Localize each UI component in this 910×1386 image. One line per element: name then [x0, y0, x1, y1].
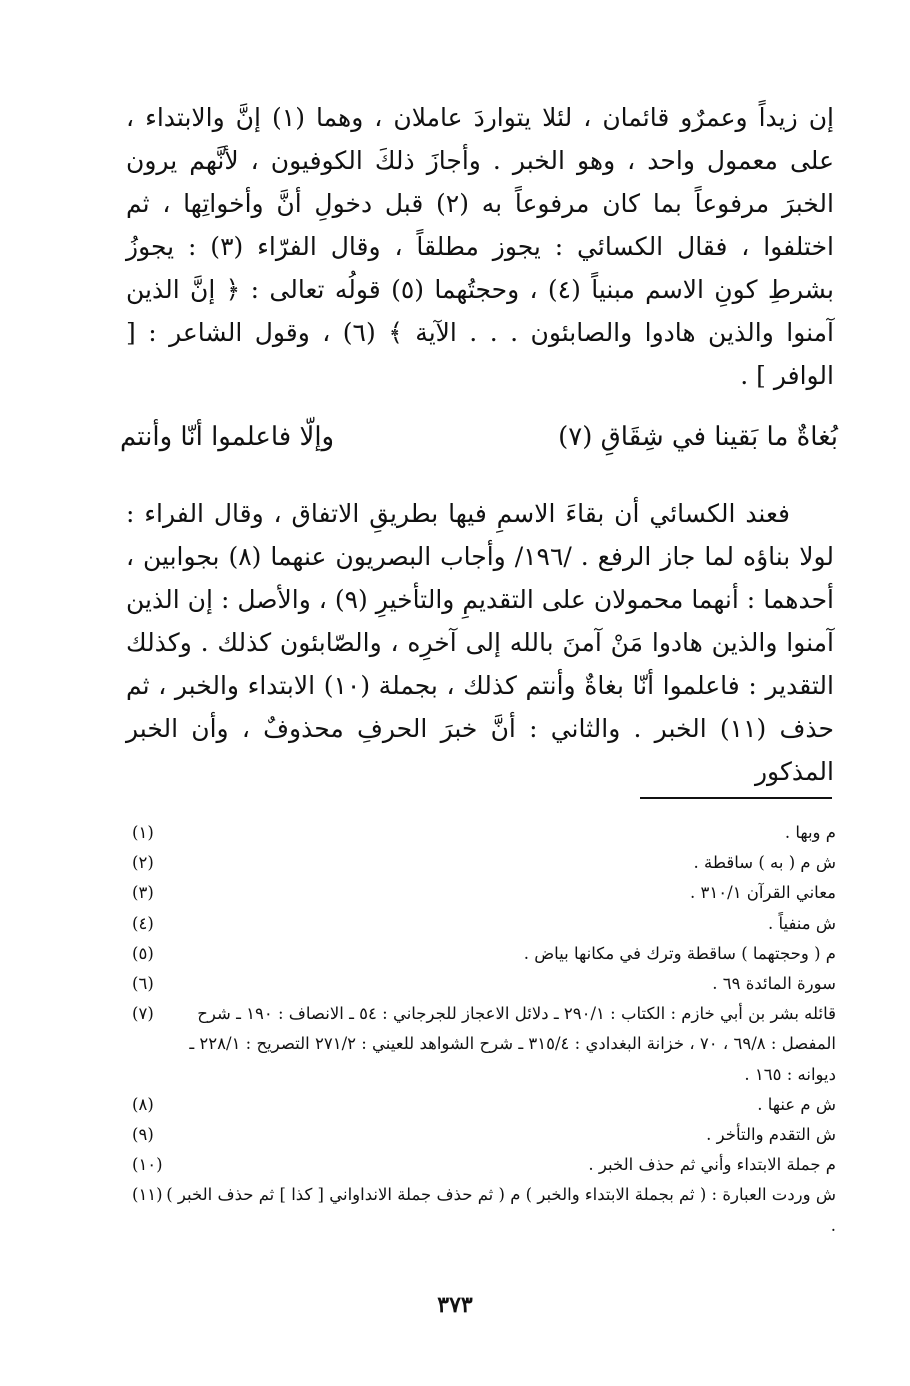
footnote-item	[126, 878, 836, 908]
footnote-text: ش م عنها .	[757, 1094, 836, 1114]
footnotes	[126, 818, 836, 1241]
footnote-item	[126, 818, 836, 848]
main-text-block	[126, 96, 834, 397]
footnote-text: ش منفياً .	[767, 913, 836, 933]
page-number: ٣٧٣	[437, 1292, 473, 1318]
verse-first-hemistich: وإلّا فاعلموا أنّا وأنتم	[120, 422, 335, 452]
main-text-block-2	[126, 492, 834, 793]
paragraph-2: فعند الكسائي أن بقاءَ الاسمِ فيها بطريقِ الاتفاق ، وقال الفراء : لولا بناؤه لما جاز الرفع . /١٩٦/ وأجاب البصريون عنهما (٨) بجوابين ، أحدهما : أنهما محمولان على التقديمِ والتأخيرِ (٩) ، والأصل : إن الذين آمنوا والذين هادوا مَنْ آمنَ بالله إلى آخرِه ، والصّابئون كذلك . وكذلك التقدير : فاعلموا أنّا بغاةٌ وأنتم كذلك ، بجملة (١٠) الابتداء والخبر ، ثم حذف (١١) الخبر . والثاني : أنَّ خبرَ الحرفِ محذوفٌ ، وأن الخبر المذكور	[126, 499, 834, 786]
footnote-item	[126, 1090, 836, 1120]
footnote-number: (٤)	[132, 913, 154, 933]
footnote-item	[126, 1180, 836, 1240]
footnote-text: معاني القرآن ٣١٠/١ .	[690, 883, 836, 903]
footnote-text: سورة المائدة ٦٩ .	[712, 974, 836, 994]
footnote-number: (٦)	[132, 974, 154, 994]
footnote-item	[126, 1150, 836, 1180]
footnote-item	[126, 1120, 836, 1150]
paragraph-1: إن زيداً وعمرٌو قائمان ، لئلا يتواردَ عاملان ، وهما (١) إنَّ والابتداء ، على معمول واحد ، وهو الخبر . وأجازَ ذلكَ الكوفيون ، لأنَّهم يرون الخبرَ مرفوعاً بما كان مرفوعاً به (٢) قبل دخولِ أنَّ وأخواتِها ، ثم اختلفوا ، فقال الكسائي : يجوز مطلقاً ، وقال الفرّاء (٣) : يجوزُ بشرطِ كونِ الاسم مبنياً (٤) ، وحجتُهما (٥) قولُه تعالى : ﴿ إنَّ الذين آمنوا والذين هادوا والصابئون . . . الآية ﴾ (٦) ، وقول الشاعر : [ الوافر ] .	[126, 103, 835, 390]
footnote-number: (١٠)	[132, 1155, 163, 1175]
footnote-text: م جملة الابتداء وأني ثم حذف الخبر .	[588, 1155, 836, 1175]
footnote-number: (٥)	[132, 943, 154, 963]
footnote-item	[126, 848, 836, 878]
footnote-number: (٣)	[132, 883, 154, 903]
footnote-number: (٧)	[132, 1004, 154, 1024]
footnote-number: (٩)	[132, 1125, 154, 1145]
footnote-text: م وبها .	[784, 823, 836, 842]
footnote-text: ش م ( به ) ساقطة .	[693, 853, 836, 873]
footnote-item	[126, 999, 836, 1090]
footnote-text: ش التقدم والتأخر .	[706, 1125, 836, 1145]
footnote-number: (١)	[132, 823, 154, 842]
footnote-item	[126, 969, 836, 999]
footnote-text: م ( وحجتهما ) ساقطة وترك في مكانها بياض .	[523, 943, 836, 963]
footnote-separator	[640, 797, 832, 799]
footnote-item	[126, 909, 836, 939]
footnote-number: (٨)	[132, 1094, 154, 1114]
footnote-text: قائله بشر بن أبي خازم : الكتاب : ٢٩٠/١ ـ دلائل الاعجاز للجرجاني : ٥٤ ـ الانصاف : ١٩٠ ـ شرح المفصل : ٦٩/٨ ، ٧٠ ، خزانة البغدادي : ٣١٥/٤ ـ شرح الشواهد للعيني : ٢٧١/٢ التصريح : ٢٢٨/١ ـ ديوانه : ١٦٥ .	[189, 1004, 836, 1084]
footnote-number: (١١)	[132, 1185, 163, 1205]
poetry-verse	[120, 412, 838, 462]
footnote-number: (٢)	[132, 853, 154, 873]
footnote-item	[126, 939, 836, 969]
verse-second-hemistich: بُغاةٌ ما بَقينا في شِقَاقِ (٧)	[558, 422, 838, 452]
footnote-text: ش وردت العبارة : ( ثم بجملة الابتداء والخبر ) م ( ثم حذف جملة الانداواني [ كذا ] ثم حذف الخبر ) .	[166, 1185, 836, 1235]
